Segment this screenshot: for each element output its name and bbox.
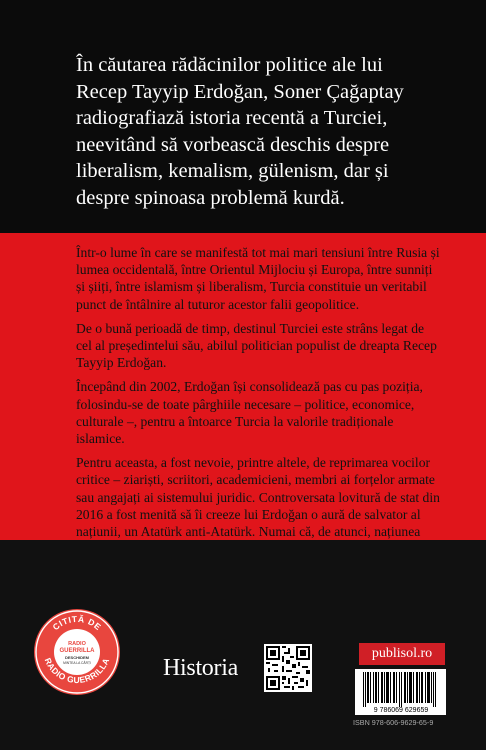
publisher-logo <box>359 643 445 665</box>
badge-inner-text: RADIO <box>68 641 86 647</box>
blurb-text: În căutarea rădăcinilor politice ale lui Recep Tayyip Erdoğan, Soner Çağaptay radiografiază istoria recentă a Turciei, neevitând să vorbească deschis despre liberalism, kemalism, gülenism, dar și despre spinoasa problemă kurdă. <box>76 54 404 209</box>
red-description-band <box>0 233 486 540</box>
top-black-band <box>0 0 486 233</box>
badge-inner-text: DESCHIDEM <box>64 655 90 660</box>
description-paragraph: Începând din 2002, Erdoğan își consolidează pas cu pas poziția, folosindu-se de toate pârghiile necesare – politice, economice, culturale –, pentru a întoarce Turcia la valorile tradiționale islamice. <box>76 379 423 447</box>
qr-code <box>264 644 312 692</box>
historia-logo: Historia <box>163 655 238 681</box>
description-paragraph: Pentru aceasta, a fost nevoie, printre altele, de reprimarea vocilor critice – ziariști, scriitori, academicieni, membri ai forțelor armate sau angajați ai sistemului juridic. Controversata lovitură de stat din 2016 a fost menită să îi creeze lui Erdoğan o aură de salvator al națiunii, un Atatürk anti-Atatürk. Numai că, de atunci, națiunea <box>76 455 440 540</box>
description-body <box>76 244 441 564</box>
barcode-digits: 9 786069 629659 <box>373 707 429 714</box>
barcode-graphic <box>355 669 446 715</box>
badge-inner-text: GUERRILLA <box>59 648 95 654</box>
badge-inner-text: MINTEA LA CĂRȚI <box>63 661 91 665</box>
publisher-url: publisol.ro <box>371 646 433 661</box>
badge-top-text: CITITĂ DE <box>50 613 104 633</box>
description-paragraph: Într-o lume în care se manifestă tot mai mari tensiuni între Rusia și lumea occidentală, între Orientul Mijlociu și Europa, între sunniți și șiiți, între islamism și liberalism, Turcia constituie un veritabil punct de întâlnire al tuturor acestor falii geopolitice. <box>76 245 440 312</box>
badge-graphic <box>34 609 120 695</box>
isbn-text: ISBN 978-606-9629-65-9 <box>353 718 434 727</box>
description-paragraph: De o bună perioadă de timp, destinul Turciei este strâns legat de cel al președintelui său, abilul politician populist de dreapta Recep Tayyip Erdoğan. <box>76 320 437 371</box>
radio-guerrilla-badge <box>34 609 120 695</box>
badge-bottom-text: RADIO GUERRILLA <box>42 656 112 686</box>
qr-code-graphic <box>264 644 312 692</box>
isbn-barcode <box>355 669 446 715</box>
